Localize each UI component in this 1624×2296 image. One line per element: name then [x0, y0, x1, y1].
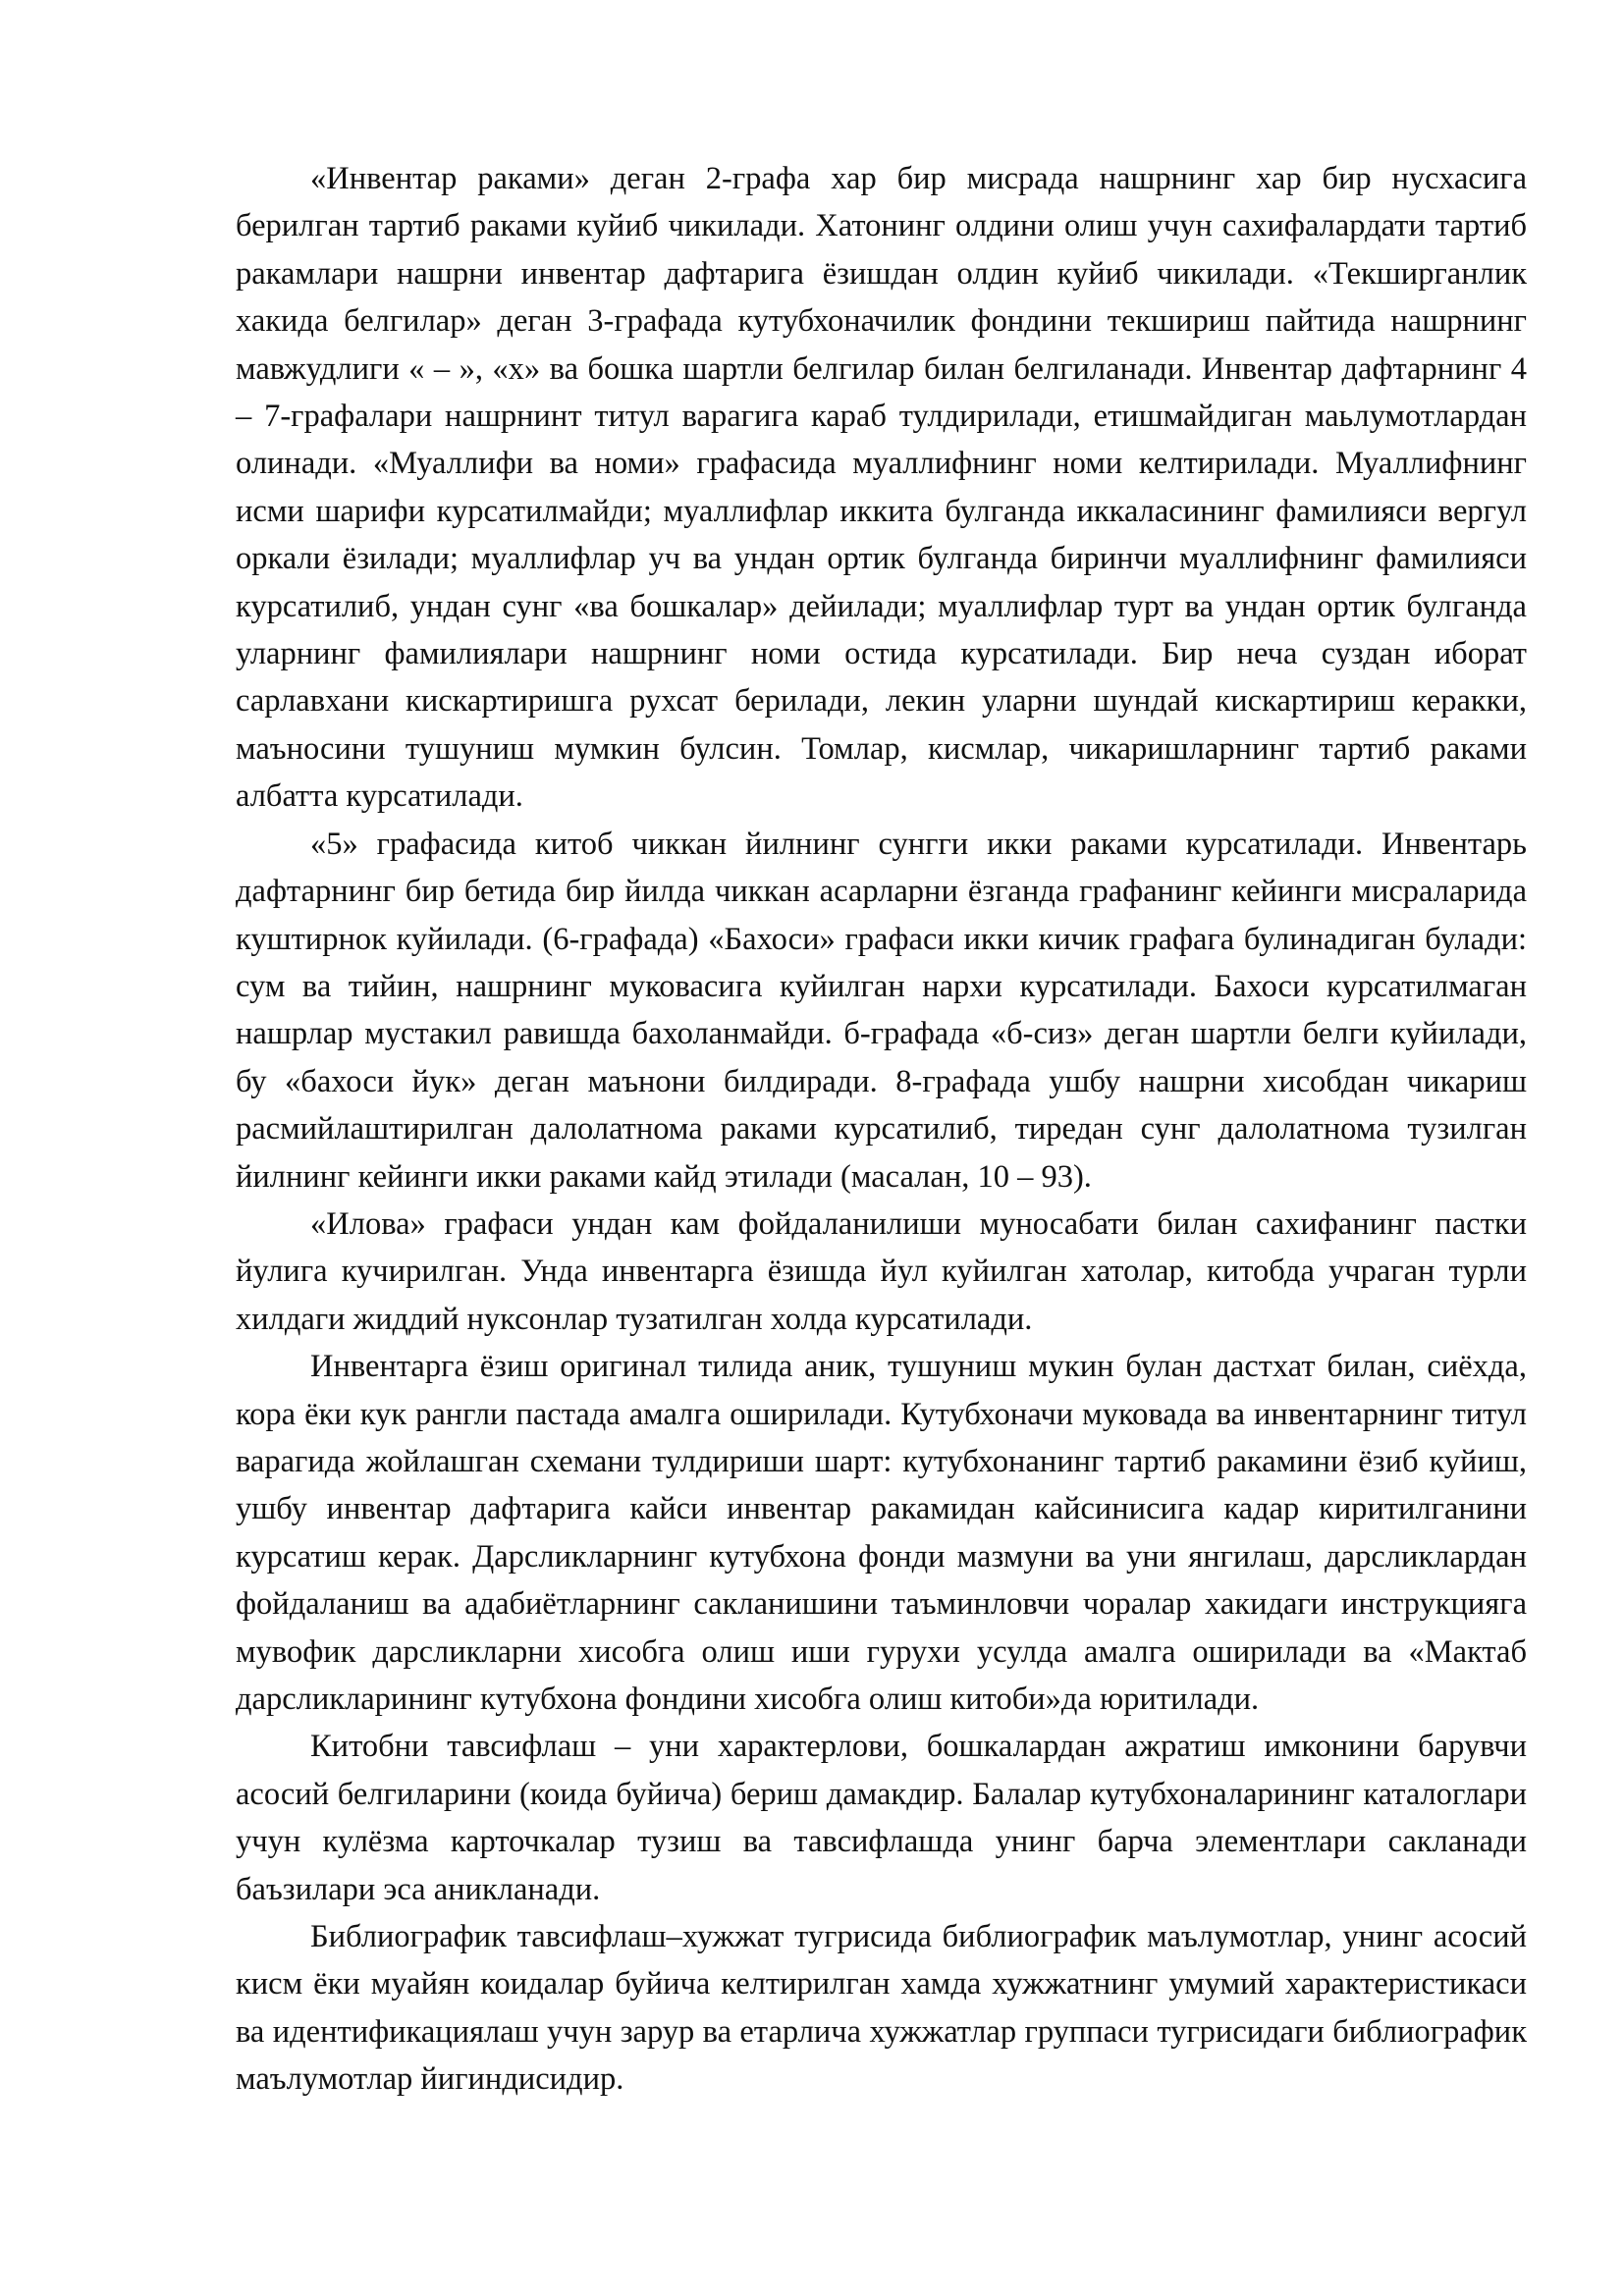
paragraph-inventory-writing: Инвентарга ёзиш оригинал тилида аник, тушуниш мукин булан дастхат билан, сиёхда, кора ёки кук рангли пастада амалга оширилади. Кутубхоначи муковада ва инвентарнинг титул варагида жойлашган схемани тулдириши шарт: кутубхонанинг тартиб ракамини ёзиб куйиш, ушбу инвентар дафтарига кайси инвентар ракамидан кайсинисига кадар киритилганини курсатиш керак. Дарсликларнинг кутубхона фонди мазмуни ва уни янгилаш, дарсликлардан фойдаланиш ва адабиётларнинг сакланишини таъминловчи чоралар хакидаги инструкцияга мувофик дарсликларни хисобга олиш иши гурухи усулда амалга оширилади ва «Мактаб дарсликларининг кутубхона фондини хисобга олиш китоби»да юритилади. — [236, 1349, 1527, 1717]
paragraph-appendix-column: «Илова» графаси ундан кам фойдаланилиши муносабати билан сахифанинг пастки йулига кучирилган. Унда инвентарга ёзишда йул куйилган хатолар, китобда учраган турли хилдаги жиддий нуксонлар тузатилган холда курсатилади. — [236, 1205, 1527, 1337]
paragraph-inventory-number: «Инвентар раками» деган 2-графа хар бир мисрада нашрнинг хар бир нусхасига берилган тартиб раками куйиб чикилади. Хатонинг олдини олиш учун сахифалардати тартиб ракамлари нашрни инвентар дафтарига ёзишдан олдин куйиб чикилади. «Текширганлик хакида белгилар» деган 3-графада кутубхоначилик фондини текшириш пайтида нашрнинг мавжудлиги « – », «х» ва бошка шартли белгилар билан белгиланади. Инвентар дафтарнинг 4 – 7-графалари нашрнинт титул варагига караб тулдирилади, етишмайдиган маьлумотлардан олинади. «Муаллифи ва номи» графасида муаллифнинг номи келтирилади. Муаллифнинг исми шарифи курсатилмайди; муаллифлар иккита булганда иккаласининг фамилияси вергул оркали ёзилади; муаллифлар уч ва ундан ортик булганда биринчи муаллифнинг фамилияси курсатилиб, ундан сунг «ва бошкалар» дейилади; муаллифлар турт ва ундан ортик булганда уларнинг фамилиялари нашрнинг номи остида курсатилади. Бир неча суздан иборат сарлавхани кискартиришга рухсат берилади, лекин уларни шундай кискартириш керакки, маъносини тушуниш мумкин булсин. Томлар, кисмлар, чикаришларнинг тартиб раками албатта курсатилади. — [236, 161, 1527, 815]
paragraph-book-description: Китобни тавсифлаш – уни характерлови, бошкалардан ажратиш имконини барувчи асосий белгиларини (коида буйича) бериш дамакдир. Балалар кутубхоналарининг каталоглари учун кулёзма карточкалар тузиш ва тавсифлашда унинг барча элементлари сакланади баъзилари эса аникланади. — [236, 1729, 1527, 1907]
paragraph-year-and-price: «5» графасида китоб чиккан йилнинг сунгги икки раками курсатилади. Инвентарь дафтарнинг бир бетида бир йилда чиккан асарларни ёзганда графанинг кейинги мисраларида куштирнок куйилади. (6-графада) «Бахоси» графаси икки кичик графага булинадиган булади: сум ва тийин, нашрнинг муковасига куйилган нархи курсатилади. Бахоси курсатилмаган нашрлар мустакил равишда бахоланмайди. б-графада «б-сиз» деган шартли белги куйилади, бу «бахоси йук» деган маънони билдиради. 8-графада ушбу нашрни хисобдан чикариш расмийлаштирилган далолатнома раками курсатилиб, тиредан сунг далолатнома тузилган йилнинг кейинги икки раками кайд этилади (масалан, 10 – 93). — [236, 826, 1527, 1195]
document-page — [236, 155, 1527, 2104]
paragraph-bibliographic-description: Библиографик тавсифлаш–хужжат тугрисида библиографик маълумотлар, унинг асосий кисм ёки муайян коидалар буйича келтирилган хамда хужжатнинг умумий характеристикаси ва идентификациялаш учун зарур ва етарлича хужжатлар группаси тугрисидаги библиографик маълумотлар йигиндисидир. — [236, 1919, 1527, 2098]
